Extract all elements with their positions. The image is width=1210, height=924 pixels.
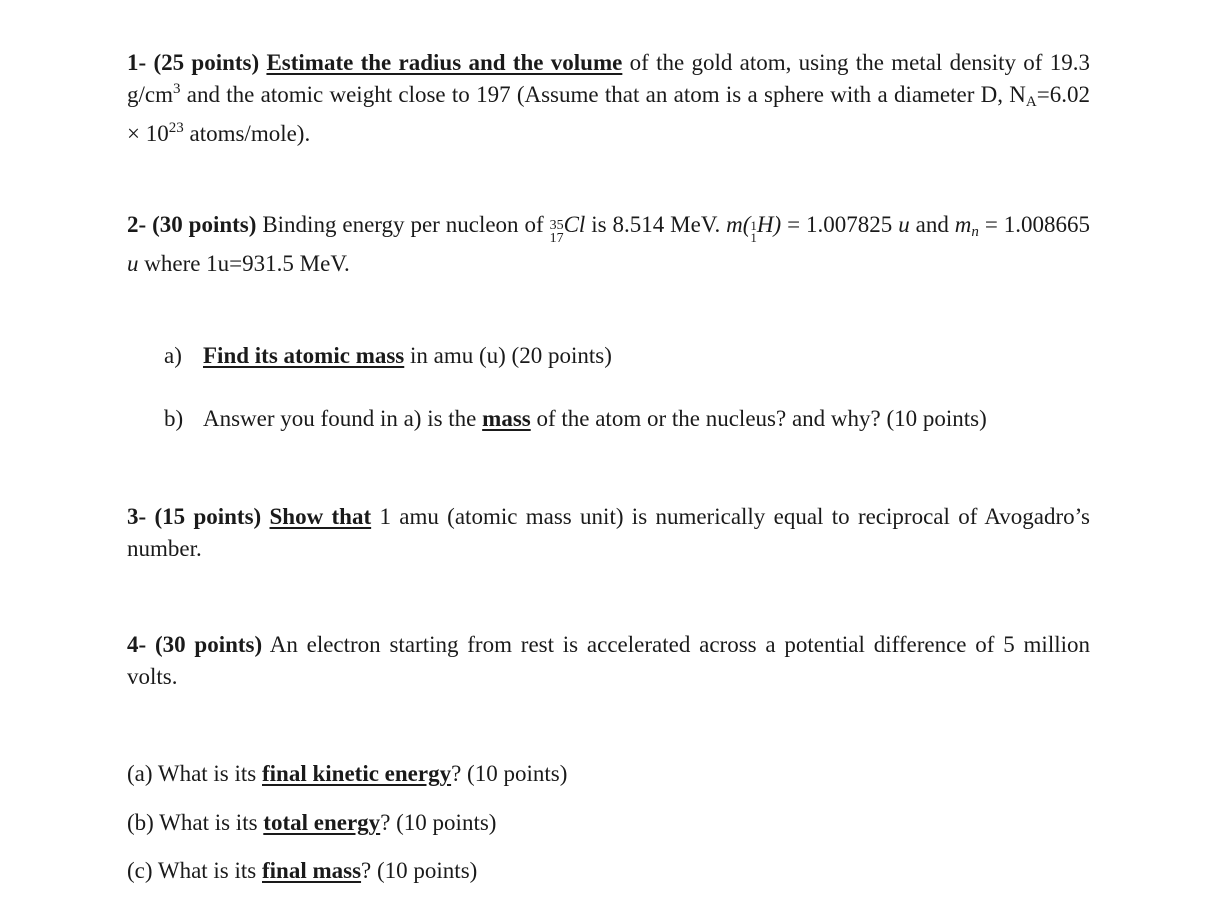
hydrogen-atomic-number: 1 — [750, 230, 757, 245]
question-1-label: 1- (25 points) — [127, 50, 260, 75]
question-2-text-a: Binding energy per nucleon of — [256, 212, 550, 237]
hydrogen-mass-number: 1 — [750, 218, 757, 233]
question-1-task: Estimate the radius and the volume — [266, 50, 623, 75]
part-b-text-b: of the atom or the nucleus? and why? (10 points) — [530, 406, 987, 431]
chlorine-nuclide — [550, 209, 586, 245]
question-4-part-a — [127, 758, 567, 790]
part-a-task: Find its atomic mass — [203, 343, 405, 368]
unit-u-1: u — [898, 212, 910, 237]
question-2-text-b: is 8.514 MeV. — [585, 212, 727, 237]
question-3-text: 1 amu (atomic mass unit) is numerically equal to reciprocal of Avogadro’s number. — [127, 504, 1091, 561]
question-1-sup-3: 3 — [173, 81, 181, 97]
part-b-text-a: Answer you found in a) is the — [203, 406, 483, 431]
question-1-sup-23: 23 — [168, 120, 184, 136]
q4-part-a-task: final kinetic energy — [262, 761, 452, 786]
question-2-text-e: = 1.008665 — [978, 212, 1090, 237]
question-4 — [127, 629, 1090, 693]
question-1-text-b: and the atomic weight close to 197 (Assume that an atom is a sphere with a diameter D, N — [180, 82, 1026, 107]
chlorine-mass-number: 35 — [549, 218, 564, 233]
question-4-part-b — [127, 807, 496, 839]
question-3-label: 3- (15 points) — [127, 504, 262, 529]
q4-part-c-task: final mass — [262, 858, 362, 883]
question-3-task: Show that — [269, 504, 372, 529]
question-2-label: 2- (30 points) — [127, 212, 257, 237]
m-close: ) — [773, 212, 782, 237]
chlorine-symbol: Cl — [563, 212, 586, 237]
q4-part-b-post: ? (10 points) — [380, 810, 497, 835]
neutron-mass-subscript: n — [971, 224, 979, 240]
question-2-text-f: where 1u=931.5 MeV. — [138, 251, 350, 276]
q4-part-b-pre: (b) What is its — [127, 810, 264, 835]
question-4-part-c — [127, 855, 477, 887]
q4-part-c-post: ? (10 points) — [361, 858, 478, 883]
question-1-text-d: atoms/mole). — [183, 121, 311, 146]
chlorine-atomic-number: 17 — [549, 231, 564, 246]
question-2-part-b — [164, 403, 987, 435]
question-1 — [127, 47, 1090, 150]
question-1-text-c: =6.02 × 10 — [127, 82, 1090, 146]
part-b-marker: b) — [164, 406, 184, 431]
q4-part-a-pre: (a) What is its — [127, 761, 262, 786]
question-2-text-c: = 1.007825 — [781, 212, 899, 237]
question-2-part-a — [164, 340, 612, 372]
question-1-text-a: of the gold atom, using the metal density of 19.3 g/cm — [127, 50, 1091, 107]
q4-part-a-post: ? (10 points) — [451, 761, 568, 786]
hydrogen-mass-expression — [726, 212, 782, 245]
question-4-label: 4- (30 points) — [127, 632, 263, 657]
part-b-mass: mass — [482, 406, 531, 431]
question-2 — [127, 209, 1090, 280]
question-2-text-d: and — [909, 212, 955, 237]
q4-part-b-task: total energy — [263, 810, 381, 835]
q4-part-c-pre: (c) What is its — [127, 858, 262, 883]
question-3 — [127, 501, 1090, 565]
hydrogen-symbol: H — [756, 212, 774, 237]
part-a-rest: in amu (u) (20 points) — [404, 343, 612, 368]
question-1-sub-a: A — [1025, 94, 1037, 110]
part-a-marker: a) — [164, 343, 182, 368]
m-open: m( — [726, 212, 751, 237]
unit-u-2: u — [127, 251, 139, 276]
question-4-text: An electron starting from rest is accelerated across a potential difference of 5 million volts. — [127, 632, 1090, 689]
neutron-mass-symbol: m — [954, 212, 972, 237]
